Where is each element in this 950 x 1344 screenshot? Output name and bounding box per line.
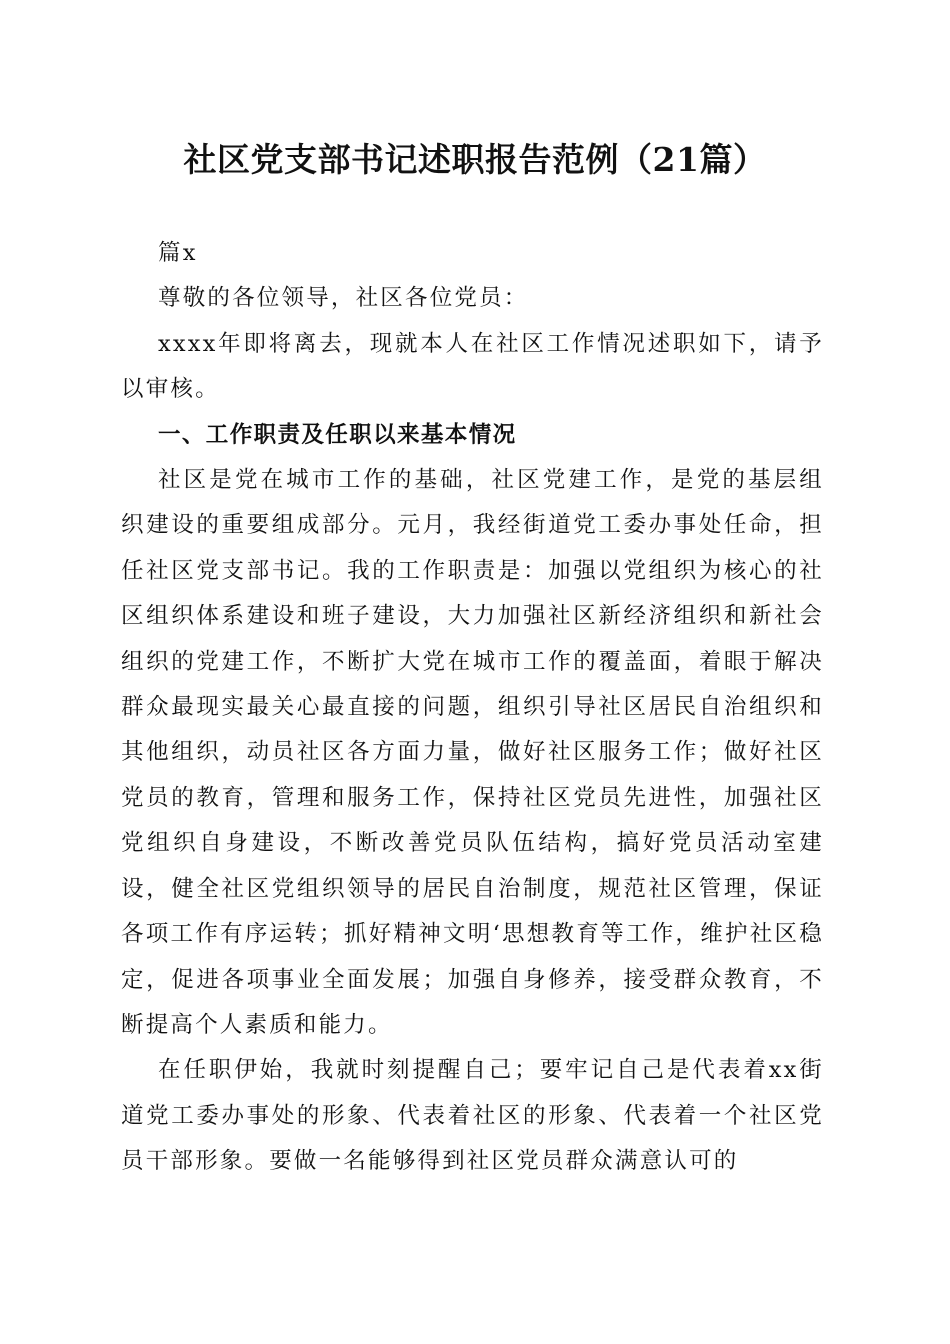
section-heading: 一、工作职责及任职以来基本情况 — [158, 421, 517, 448]
intro-paragraph: xxxx年即将离去，现就本人在社区工作情况述职如下，请予以审核。 — [121, 330, 824, 403]
document-body — [121, 231, 824, 1185]
body-paragraph: 在任职伊始，我就时刻提醒自己；要牢记自己是代表着xx街道党工委办事处的形象、代表着社区的形象、代表着一个社区党员干部形象。要做一名能够得到社区党员群众满意认可的 — [121, 1057, 824, 1175]
salutation: 尊敬的各位领导，社区各位党员： — [158, 285, 529, 312]
body-paragraph: 社区是党在城市工作的基础，社区党建工作，是党的基层组织建设的重要组成部分。元月，我经街道党工委办事处任命，担任社区党支部书记。我的工作职责是：加强以党组织为核心的社区组织体系建设和班子建设，大力加强社区新经济组织和新社会组织的党建工作，不断扩大党在城市工作的覆盖面，着眼于解决群众最现实最关心最直接的问题，组织引导社区居民自治组织和其他组织，动员社区各方面力量，做好社区服务工作；做好社区党员的教育，管理和服务工作，保持社区党员先进性，加强社区党组织自身建设，不断改善党员队伍结构，搞好党员活动室建设，健全社区党组织领导的居民自治制度，规范社区管理，保证各项工作有序运转；抓好精神文明‘思想教育等工作，维护社区稳定，促进各项事业全面发展；加强自身修养，接受群众教育，不断提高个人素质和能力。 — [121, 467, 824, 1038]
document-title: 社区党支部书记述职报告范例（21篇） — [183, 140, 767, 179]
section-label: 篇x — [158, 240, 198, 266]
